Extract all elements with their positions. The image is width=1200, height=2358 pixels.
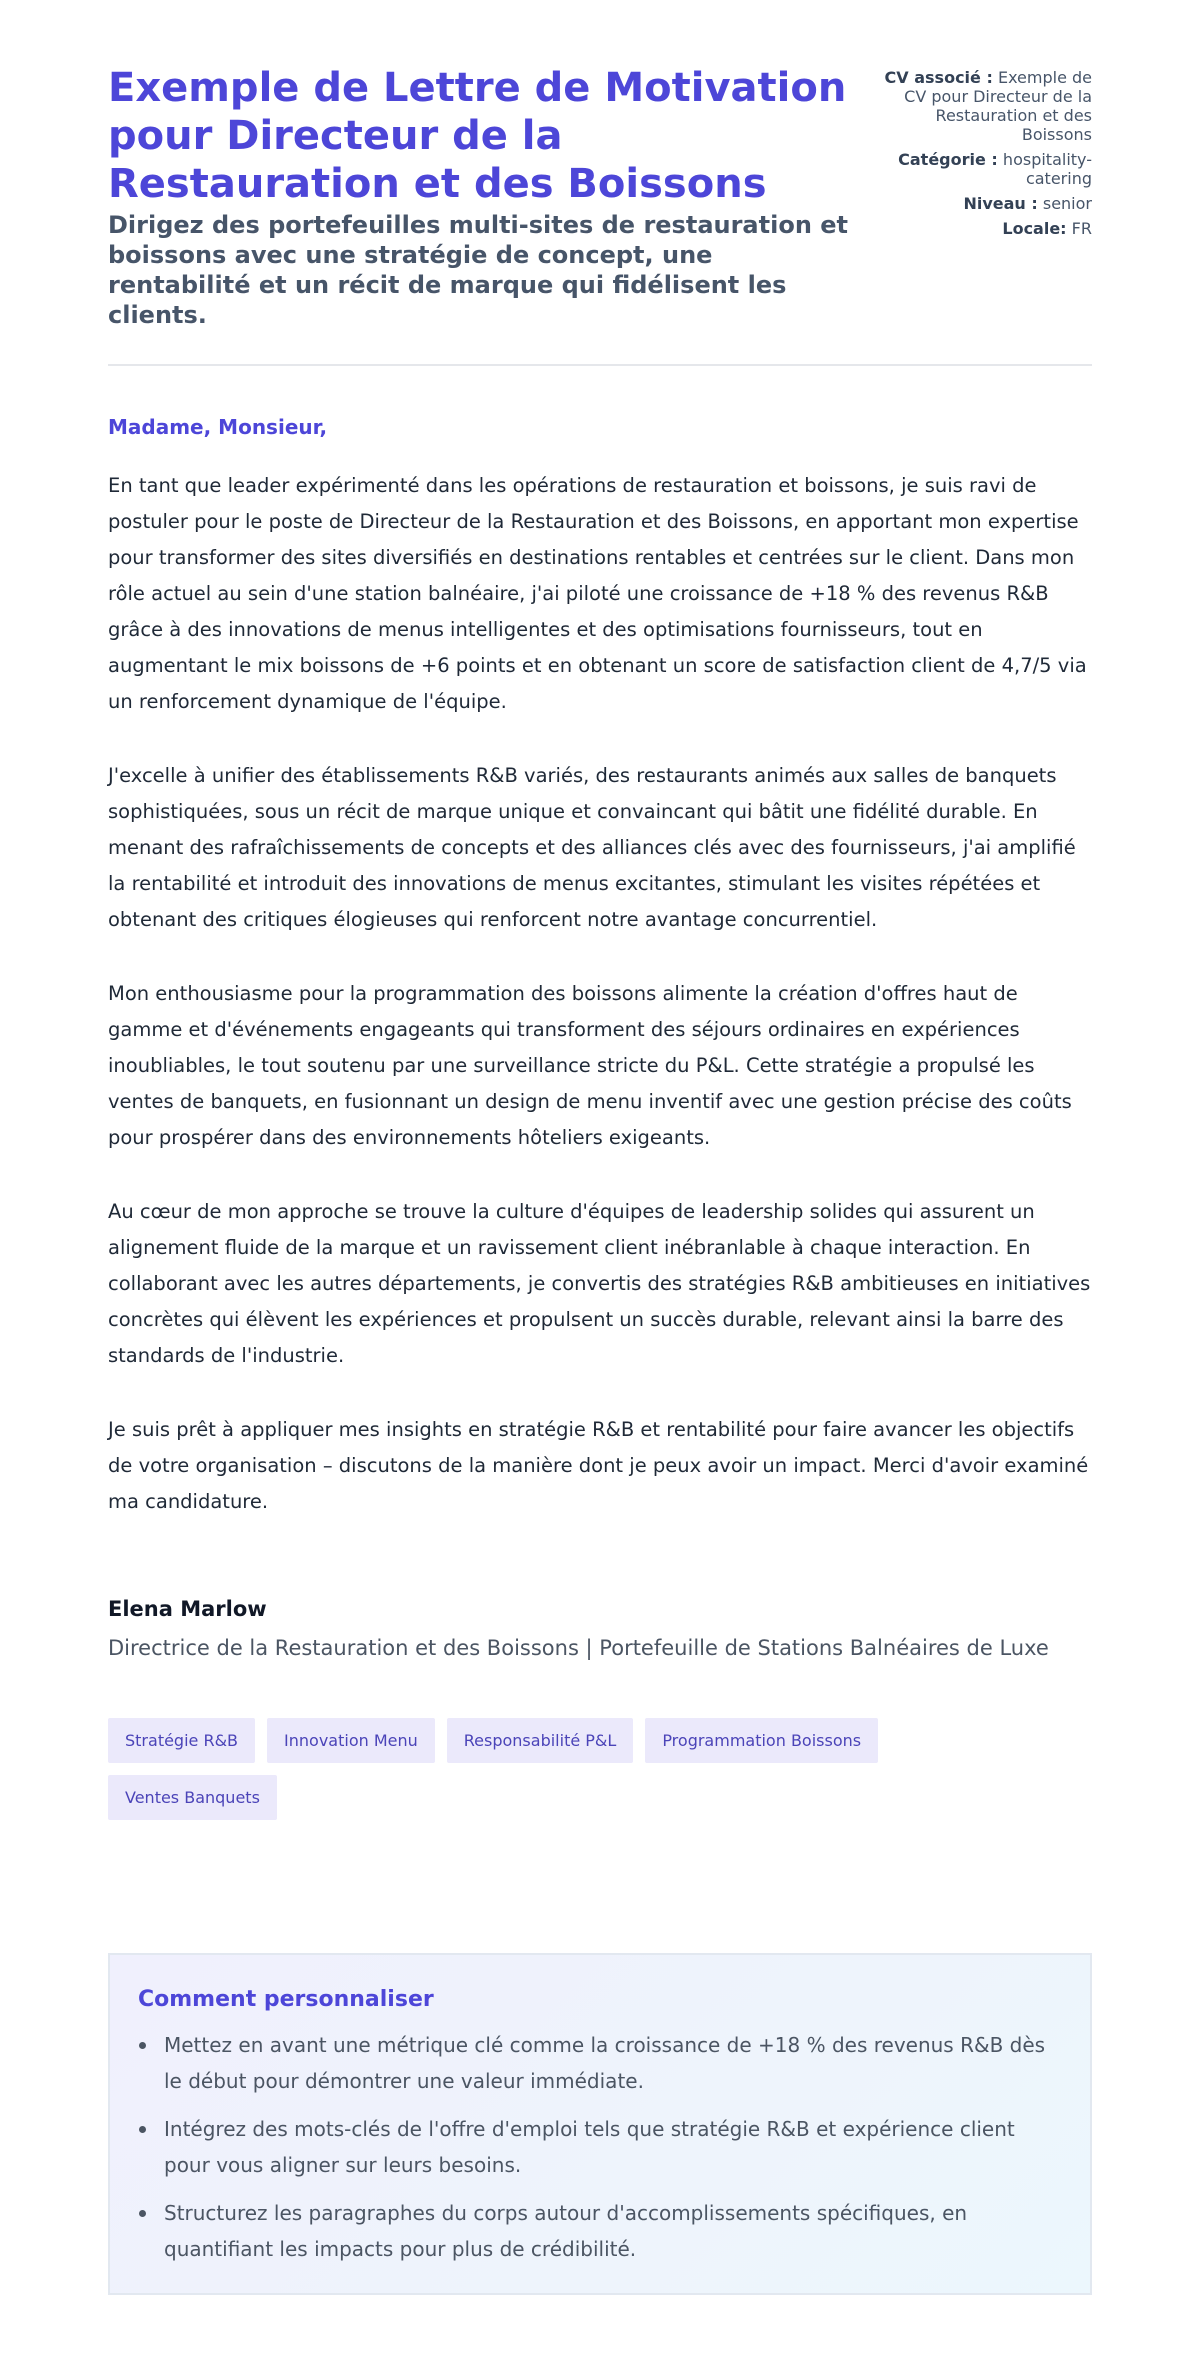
page-subtitle: Dirigez des portefeuilles multi-sites de restauration et boissons avec une stratégie de concept, une rentabilité et un récit de marque qui fidélisent les clients. [108,211,849,329]
meta-cv-value: Exemple de CV pour Directeur de la Restauration et des Boissons [904,68,1092,144]
tip-item [138,2195,1062,2267]
signature-block [108,1596,1092,1662]
letter-paragraph: Mon enthousiasme pour la programmation des boissons alimente la création d'offres haut de gamme et d'événements engageants qui transforment des séjours ordinaires en expériences inoubliables, le tout soutenu par une surveillance stricte du P&L. Cette stratégie a propulsé les ventes de banquets, en fusionnant un design de menu inventif avec une gestion précise des coûts pour prospérer dans des environnements hôteliers exigeants. [108,982,1072,1149]
skill-tags [108,1718,1008,1820]
bullet-icon [139,2126,146,2133]
tip-text: Structurez les paragraphes du corps autour d'accomplissements spécifiques, en quantifiant les impacts pour plus de crédibilité. [164,2201,968,2261]
letter-paragraph: Au cœur de mon approche se trouve la culture d'équipes de leadership solides qui assurent un alignement fluide de la marque et un ravissement client inébranlable à chaque interaction. En collaborant avec les autres départements, je convertis des stratégies R&B ambitieuses en initiatives concrètes qui élèvent les expériences et propulsent un succès durable, relevant ainsi la barre des standards de l'industrie. [108,1200,1091,1367]
page-header [108,64,1092,366]
skill-tag: Responsabilité P&L [447,1718,634,1763]
tip-item [138,2027,1062,2099]
meta-category-value: hospitality-catering [1002,150,1092,188]
signature-title: Directrice de la Restauration et des Boissons | Portefeuille de Stations Balnéaires de Luxe [108,1636,1049,1660]
meta-level-label: Niveau : [963,194,1038,213]
tip-text: Mettez en avant une métrique clé comme la croissance de +18 % des revenus R&B dès le début pour démontrer une valeur immédiate. [164,2033,1046,2093]
meta-locale-label: Locale: [1002,219,1067,238]
meta-cv-label: CV associé : [884,68,993,87]
skill-tag: Innovation Menu [267,1718,435,1763]
header-title-block [108,64,853,330]
letter-paragraph: En tant que leader expérimenté dans les opérations de restauration et boissons, je suis ravi de postuler pour le poste de Directeur de la Restauration et des Boissons, en apportant mon expertise pour transformer des sites diversifiés en destinations rentables et centrées sur le client. Dans mon rôle actuel au sein d'une station balnéaire, j'ai piloté une croissance de +18 % des revenus R&B grâce à des innovations de menus intelligentes et des optimisations fournisseurs, tout en augmentant le mix boissons de +6 points et en obtenant un score de satisfaction client de 4,7/5 via un renforcement dynamique de l'équipe. [108,474,1087,713]
letter-paragraphs [108,468,1092,1520]
bullet-icon [139,2210,146,2217]
tip-text: Intégrez des mots-clés de l'offre d'emploi tels que stratégie R&B et expérience client pour vous aligner sur leurs besoins. [164,2117,1015,2177]
letter-body [108,414,1092,1520]
meta-locale [862,219,1092,238]
tips-list [138,2027,1062,2267]
letter-greeting: Madame, Monsieur, [108,415,328,439]
meta-locale-value: FR [1071,219,1092,238]
meta-category [862,150,1092,188]
bullet-icon [139,2042,146,2049]
meta-level-value: senior [1042,194,1092,213]
meta-info [862,64,1092,244]
meta-cv [862,68,1092,144]
meta-level [862,194,1092,213]
signature-name: Elena Marlow [108,1597,267,1621]
meta-category-label: Catégorie : [898,150,998,169]
tip-item [138,2111,1062,2183]
skill-tag: Programmation Boissons [645,1718,878,1763]
skill-tag: Ventes Banquets [108,1775,277,1820]
customization-tips [108,1953,1092,2295]
letter-paragraph: J'excelle à unifier des établissements R&B variés, des restaurants animés aux salles de banquets sophistiquées, sous un récit de marque unique et convaincant qui bâtit une fidélité durable. En menant des rafraîchissements de concepts et des alliances clés avec des fournisseurs, j'ai amplifié la rentabilité et introduit des innovations de menus excitantes, stimulant les visites répétées et obtenant des critiques élogieuses qui renforcent notre avantage concurrentiel. [108,764,1076,931]
tips-title: Comment personnaliser [138,1987,434,2012]
page-title: Exemple de Lettre de Motivation pour Directeur de la Restauration et des Boissons [108,65,847,207]
skill-tag: Stratégie R&B [108,1718,255,1763]
letter-paragraph: Je suis prêt à appliquer mes insights en stratégie R&B et rentabilité pour faire avancer les objectifs de votre organisation – discutons de la manière dont je peux avoir un impact. Merci d'avoir examiné ma candidature. [108,1418,1089,1513]
